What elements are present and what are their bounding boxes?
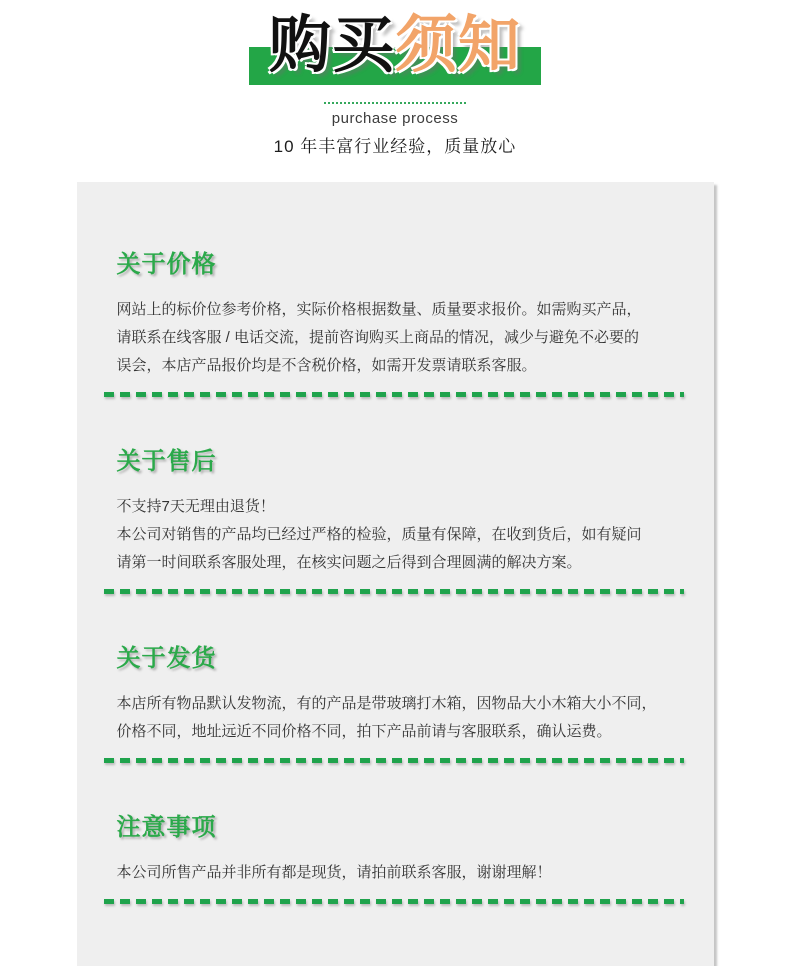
notice-section [104,638,687,763]
section-line: 不支持7天无理由退货！ [116,498,275,515]
section-line: 本公司对销售的产品均已经过严格的检验，质量有保障，在收到货后，如有疑问 [116,526,642,543]
section-line: 本公司所售产品并非所有都是现货，请拍前联系客服，谢谢理解！ [116,864,552,881]
notice-card [77,182,714,966]
title-block [245,0,545,98]
section-line: 请第一时间联系客服处理，在核实问题之后得到合理圆满的解决方案。 [116,554,582,571]
notice-section [104,441,687,594]
section-line: 请联系在线客服 / 电话交流，提前咨询购买上商品的情况，减少与避免不必要的 [116,329,640,346]
section-body [117,296,687,380]
page-title-black-part: 购买 [268,11,395,80]
section-heading: 注意事项 [116,814,217,841]
section-body [117,859,687,887]
section-heading: 关于售后 [116,448,217,475]
page-header [0,0,790,157]
section-line: 价格不同，地址远近不同价格不同，拍下产品前请与客服联系，确认运费。 [116,723,612,740]
section-heading: 关于价格 [116,251,217,278]
dotted-divider [324,102,466,104]
section-line: 误会，本店产品报价均是不含税价格，如需开发票请联系客服。 [116,357,537,374]
notice-section [104,244,687,397]
notice-section [104,807,687,904]
dashed-divider [104,758,684,763]
page-title [245,12,545,80]
dashed-divider [104,899,684,904]
dashed-divider [104,392,684,397]
section-line: 本店所有物品默认发物流，有的产品是带玻璃打木箱，因物品大小木箱大小不同， [116,695,657,712]
subtitle-chinese: 10 年丰富行业经验，质量放心 [273,137,517,156]
section-body [117,493,687,577]
page-title-orange-part: 须知 [395,11,522,80]
section-line: 网站上的标价位参考价格，实际价格根据数量、质量要求报价。如需购买产品， [116,301,642,318]
dashed-divider [104,589,684,594]
subtitle-english: purchase process [331,110,459,127]
section-body [117,690,687,746]
section-heading: 关于发货 [116,645,217,672]
